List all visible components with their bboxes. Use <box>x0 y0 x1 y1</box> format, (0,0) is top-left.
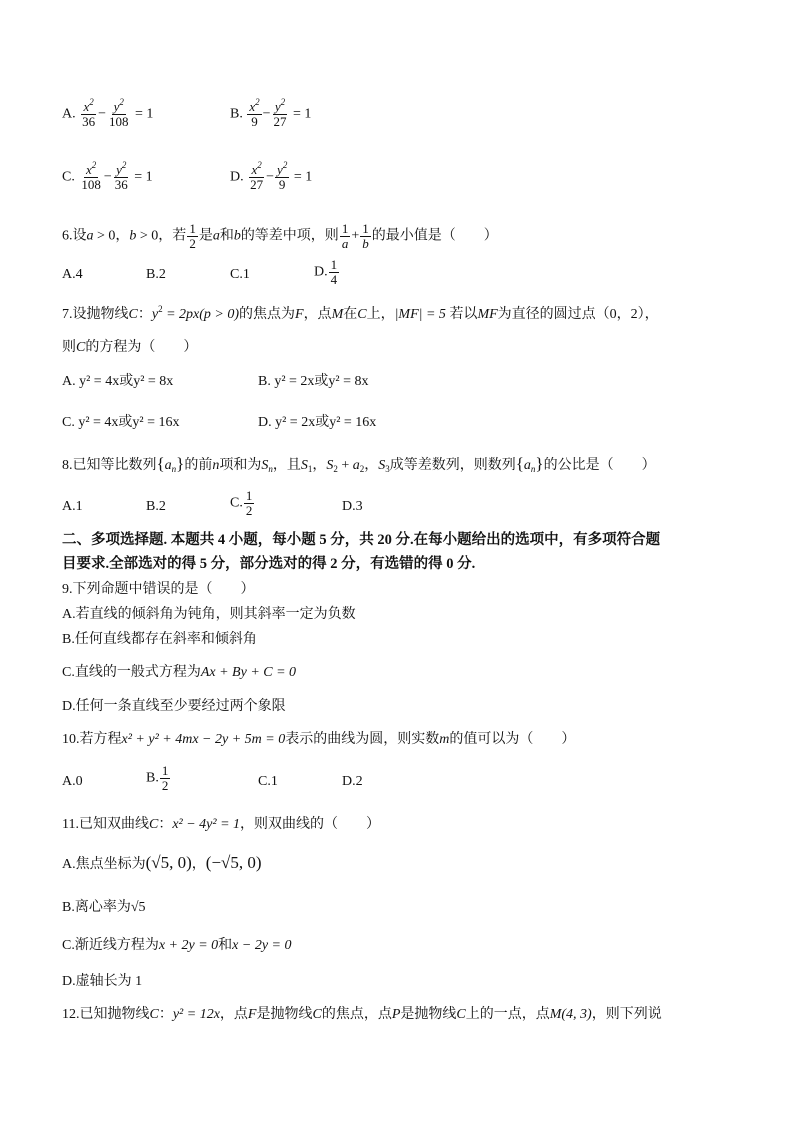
q11-option-a: A.焦点坐标为(√5, 0)，(−√5, 0) <box>62 853 262 872</box>
q12-stem: 12.已知抛物线C：y² = 12x，点F是抛物线C的焦点，点P是抛物线C上的一点，点M(4, 3)，则下列说 <box>62 1007 662 1022</box>
q9-option-b: B.任何直线都存在斜率和倾斜角 <box>62 632 257 647</box>
q10-option-b: B. $\frac{1}{2}$ <box>146 763 169 793</box>
q6-option-d: D. $\frac{1}{4}$ <box>314 257 338 287</box>
q6-option-c: C.1 <box>230 267 250 282</box>
q10-option-c: C.1 <box>258 774 278 789</box>
q10-stem: 10.若方程x² + y² + 4mx − 2y + 5m = 0表示的曲线为圆，则实数m的值可以为（ ） <box>62 732 576 747</box>
q7-option-b: B. y² = 2x或y² = 8x <box>258 374 369 389</box>
q10-option-a: A.0 <box>62 774 83 789</box>
q10-option-d: D.2 <box>342 774 363 789</box>
q11-option-d: D.虚轴长为 1 <box>62 974 143 989</box>
q11-option-b: B.离心率为√5 <box>62 900 146 915</box>
q5-option-a: A. $\frac{x^2}{36}$ − $\frac{y^2}{108}$ = 1 <box>62 97 154 129</box>
q5-option-c: C. $\frac{x^2}{108}$ − $\frac{y^2}{36}$ = 1 <box>62 160 153 192</box>
q7-stem-line1: 7.设抛物线C：$y^2 = 2px(p > 0)$的焦点为F，点M在C上，|MF| = 5 若以MF为直径的圆过点（0，2）， <box>62 304 659 322</box>
q7-stem-line2: 则C的方程为（ ） <box>62 340 198 355</box>
section2-heading-line2: 目要求.全部选对的得 5 分，部分选对的得 2 分，有选错的得 0 分. <box>62 556 476 572</box>
q8-option-b: B.2 <box>146 499 166 514</box>
q9-option-d: D.任何一条直线至少要经过两个象限 <box>62 699 286 714</box>
q8-option-d: D.3 <box>342 499 363 514</box>
q6-option-a: A.4 <box>62 267 83 282</box>
q7-option-a: A. y² = 4x或y² = 8x <box>62 374 174 389</box>
q5-option-b: B. $\frac{x^2}{9}$ − $\frac{y^2}{27}$ = 1 <box>230 97 312 129</box>
q7-option-d: D. y² = 2x或y² = 16x <box>258 415 377 430</box>
q8-option-a: A.1 <box>62 499 83 514</box>
q6-stem: 6.设a > 0，b > 0，若 $\frac{1}{2}$ 是a和b的等差中项，则 $\frac{1}{a}$ + $\frac{1}{b}$ 的最小值是（ ） <box>62 221 498 251</box>
q9-stem: 9.下列命题中错误的是（ ） <box>62 582 255 597</box>
q11-stem: 11.已知双曲线C：x² − 4y² = 1，则双曲线的（ ） <box>62 817 381 832</box>
q8-stem: 8.已知等比数列$\{a_n\}$的前n项和为$S_n$，且$S_1$，$S_2 + a_2$，$S_3$成等差数列，则数列$\{a_n\}$的公比是（ ） <box>62 454 656 474</box>
section2-heading-line1: 二、多项选择题. 本题共 4 小题，每小题 5 分，共 20 分.在每小题给出的选项中，有多项符合题 <box>62 532 661 548</box>
q9-option-c: C.直线的一般式方程为Ax + By + C = 0 <box>62 665 297 680</box>
q7-option-c: C. y² = 4x或y² = 16x <box>62 415 180 430</box>
q9-option-a: A.若直线的倾斜角为钝角，则其斜率一定为负数 <box>62 607 356 622</box>
q5-option-d: D. $\frac{x^2}{27}$ − $\frac{y^2}{9}$ = 1 <box>230 160 313 192</box>
q8-option-c: C. $\frac{1}{2}$ <box>230 488 253 518</box>
q11-option-c: C.渐近线方程为x + 2y = 0和x − 2y = 0 <box>62 938 292 953</box>
q6-option-b: B.2 <box>146 267 166 282</box>
